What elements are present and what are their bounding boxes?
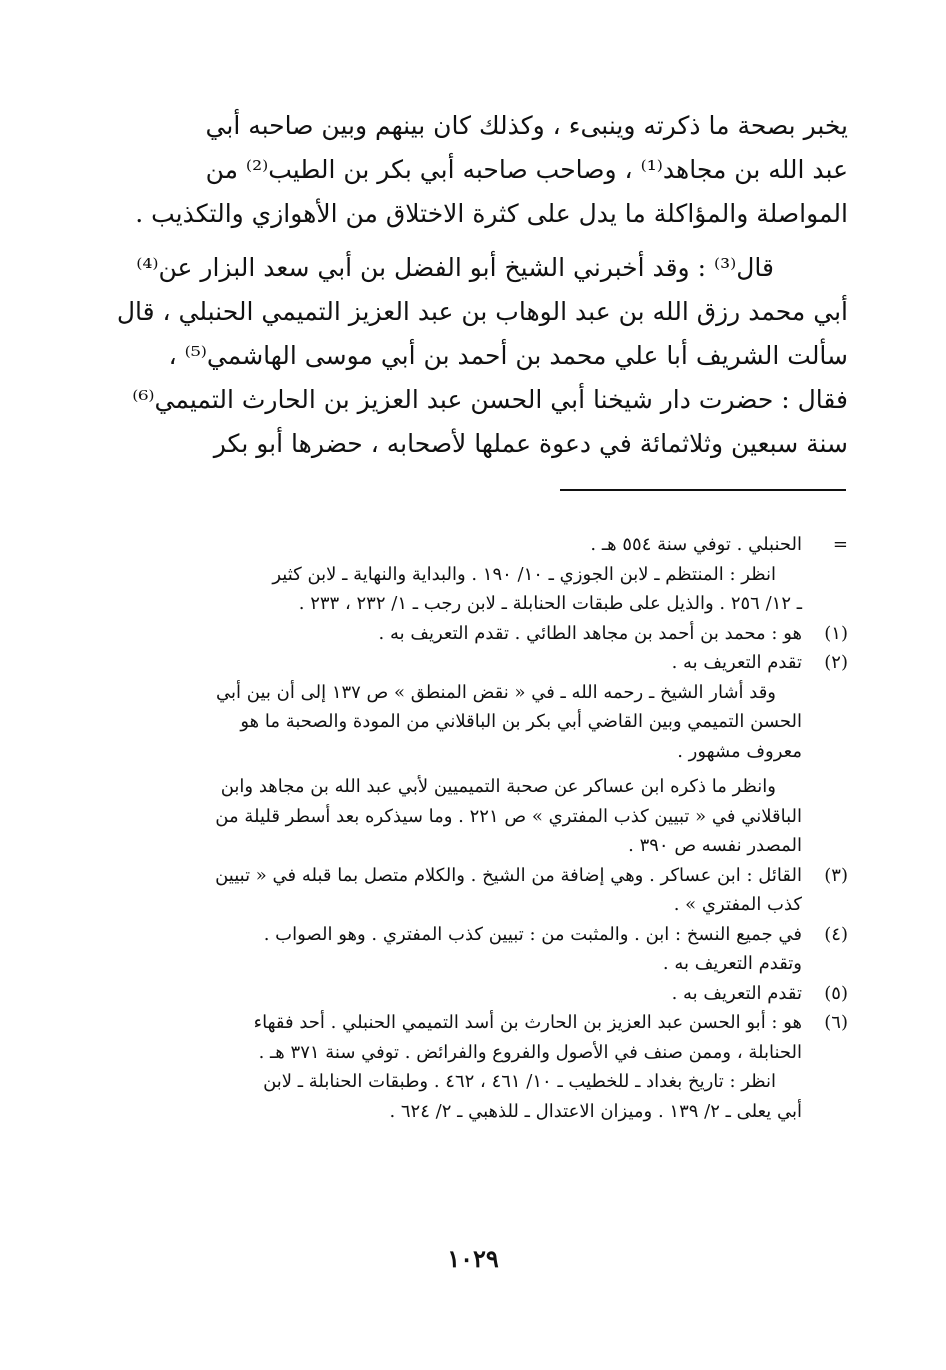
footnote-line: الحنابلة ، وممن صنف في الأصول والفروع والفرائض . توفي سنة ٣٧١ هـ . <box>258 1041 802 1063</box>
footnote-number: (١) <box>824 622 848 644</box>
footnote-5 <box>136 979 848 1009</box>
footnote-line: وتقدم التعريف به . <box>662 953 802 974</box>
footnote-line: وانظر ما ذكره ابن عساكر عن صحبة التميميين لأبي عبد الله بن مجاهد وابن <box>220 776 776 797</box>
footnote-line: تقدم التعريف به . <box>671 982 802 1004</box>
footnote-line: معروف مشهور . <box>677 740 802 762</box>
footnote-number: (٥) <box>824 982 848 1004</box>
main-line: عبد الله بن مجاهد⁽¹⁾ ، وصاحب صاحبه أبي بكر بن الطيب⁽²⁾ من <box>205 155 848 184</box>
footnote-continuation <box>136 530 848 619</box>
footnote-6 <box>136 1008 848 1126</box>
footnote-line: أبي يعلى ـ ٢/ ١٣٩ . وميزان الاعتدال ـ للذهبي ـ ٢/ ٦٢٤ . <box>389 1100 802 1122</box>
footnote-divider <box>560 489 846 491</box>
footnote-4 <box>136 920 848 979</box>
footnote-line: هو : محمد بن أحمد بن مجاهد الطائي . تقدم التعريف به . <box>378 622 802 644</box>
footnote-line: انظر : المنتظم ـ لابن الجوزي ـ ١٠/ ١٩٠ . والبداية والنهاية ـ لابن كثير <box>272 563 776 585</box>
footnote-number: (٤) <box>824 923 848 945</box>
page-number: ١٠٢٩ <box>447 1244 499 1273</box>
main-text <box>116 104 848 466</box>
footnote-line: القائل : ابن عساكر . وهي إضافة من الشيخ . والكلام متصل بما قبله في « تبيين <box>215 864 802 886</box>
footnote-line: تقدم التعريف به . <box>671 652 802 673</box>
main-line: المواصلة والمؤاكلة ما يدل على كثرة الاختلاق من الأهوازي والتكذيب . <box>135 199 848 228</box>
footnote-line: الحنبلي . توفي سنة ٥٥٤ هـ . <box>590 534 802 555</box>
main-line: قال⁽³⁾ : وقد أخبرني الشيخ أبو الفضل بن أبي سعد البزار عن⁽⁴⁾ <box>136 253 774 282</box>
footnote-number: (٣) <box>824 864 848 886</box>
footnote-1 <box>136 619 848 649</box>
footnote-line: وقد أشار الشيخ ـ رحمه الله ـ في « نقض المنطق » ص ١٣٧ إلى أن بين أبي <box>216 681 776 703</box>
main-line: يخبر بصحة ما ذكرته وينبىء ، وكذلك كان بينهم وبين صاحبه أبي <box>205 111 848 140</box>
continuation-mark: = <box>832 534 848 555</box>
footnote-3 <box>136 861 848 920</box>
footnote-line: في جميع النسخ : ابن . والمثبت من : تبيين كذب المفتري . وهو الصواب . <box>263 923 802 945</box>
footnotes <box>136 530 848 1126</box>
main-line: سنة سبعين وثلاثمائة في دعوة عملها لأصحابه ، حضرها أبو بكر <box>213 429 848 458</box>
footnote-line: انظر : تاريخ بغداد ـ للخطيب ـ ١٠/ ٤٦١ ، ٤٦٢ . وطبقات الحنابلة ـ لابن <box>263 1071 776 1092</box>
footnote-line: الحسن التميمي وبين القاضي أبي بكر بن الباقلاني من المودة والصحبة ما هو <box>240 711 802 732</box>
footnote-number: (٢) <box>824 652 848 673</box>
footnote-line: ـ ١٢/ ٢٥٦ . والذيل على طبقات الحنابلة ـ لابن رجب ـ ١/ ٢٣٢ ، ٢٣٣ . <box>298 593 802 614</box>
footnote-number: (٦) <box>824 1012 848 1033</box>
main-line: فقال : حضرت دار شيخنا أبي الحسن عبد العزيز بن الحارث التميمي⁽⁶⁾ <box>132 385 848 414</box>
main-line: سألت الشريف أبا علي محمد بن أحمد بن أبي موسى الهاشمي⁽⁵⁾ ، <box>168 341 848 370</box>
footnote-line: الباقلاني في « تبيين كذب المفتري » ص ٢٢١ . وما سيذكره بعد أسطر قليلة من <box>215 805 802 827</box>
footnote-2 <box>136 648 848 861</box>
main-line: أبي محمد رزق الله بن عبد الوهاب بن عبد العزيز التميمي الحنبلي ، قال <box>116 297 848 326</box>
footnote-line: كذب المفتري » . <box>673 894 802 915</box>
footnote-line: هو : أبو الحسن عبد العزيز بن الحارث بن أسد التميمي الحنبلي . أحد فقهاء <box>253 1012 802 1033</box>
footnote-line: المصدر نفسه ص ٣٩٠ . <box>628 835 802 856</box>
